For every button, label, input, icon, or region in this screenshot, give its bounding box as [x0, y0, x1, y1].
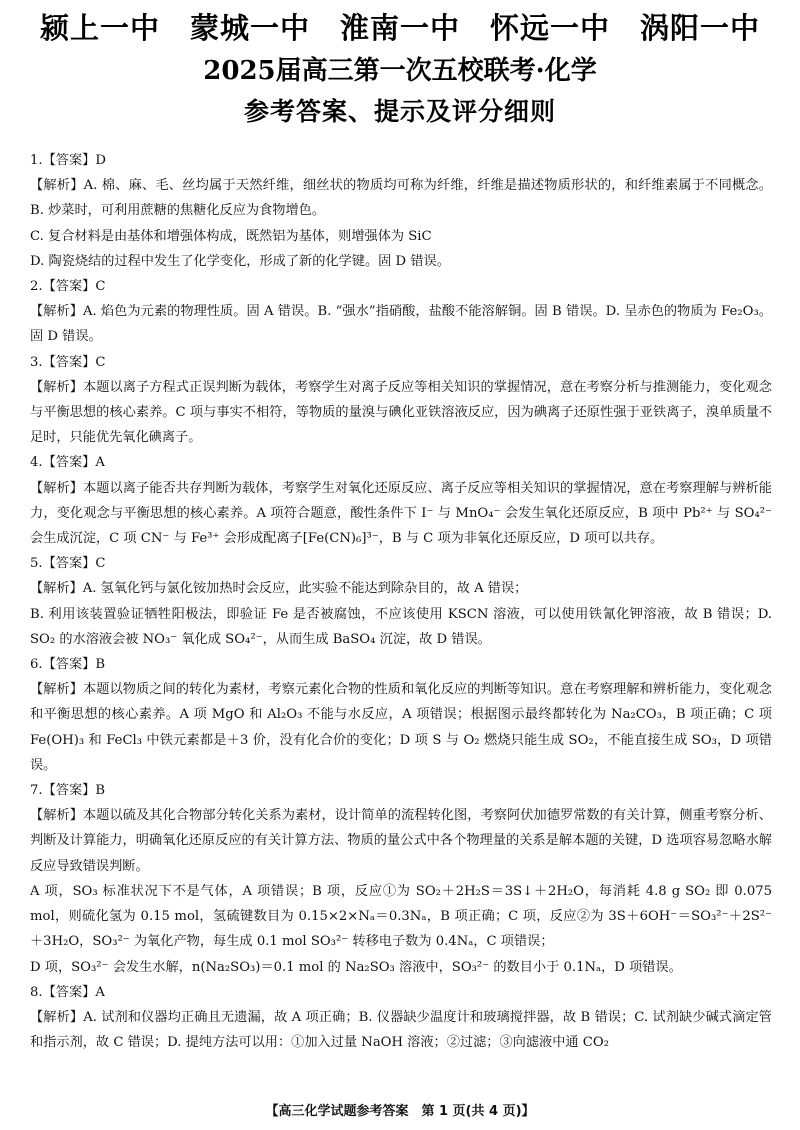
question-7	[30, 778, 772, 980]
answer-line: 7.【答案】B	[30, 783, 106, 799]
answer-line: 4.【答案】A	[30, 455, 105, 471]
answer-line: 3.【答案】C	[30, 354, 106, 370]
analysis-paragraph: D 项，SO₃²⁻ 会发生水解，n(Na₂SO₃)＝0.1 mol 的 Na₂SO₃ 溶液中，SO₃²⁻ 的数目小于 0.1Nₐ，D 项错误。	[30, 959, 682, 975]
school-names: 颍上一中 蒙城一中 淮南一中 怀远一中 涡阳一中	[39, 11, 760, 45]
question-6	[30, 652, 772, 778]
exam-title: 2025届高三第一次五校联考·化学	[203, 56, 597, 86]
analysis-paragraph: C. 复合材料是由基体和增强体构成，既然铝为基体，则增强体为 SiC	[30, 228, 432, 244]
answer-line: 8.【答案】A	[30, 984, 105, 1000]
answer-line: 1.【答案】D	[30, 153, 106, 168]
answer-line: 2.【答案】C	[30, 279, 106, 295]
analysis-paragraph: 【解析】本题以离子能否共存判断为载体，考察学生对氧化还原反应、离子反应等相关知识的掌握情况，意在考察理解与辨析能力，变化观念与平衡思想的核心素养。A 项符合题意，酸性条件下 I⁻ 与 MnO₄⁻ 会发生氧化还原反应，B 项中 Pb²⁺ 与 SO₄²⁻ 会生成沉淀，C 项 CN⁻ 与 Fe³⁺ 会形成配离子[Fe(CN)₆]³⁻，B 与 C 项为非氧化还原反应，D 项可以共存。	[30, 480, 772, 547]
question-3	[30, 350, 772, 451]
analysis-paragraph: 【解析】A. 试剂和仪器均正确且无遗漏，故 A 项正确；B. 仪器缺少温度计和玻璃搅拌器，故 B 错误；C. 试剂缺少碱式滴定管和指示剂，故 C 错误；D. 提纯方法可以用：①加入过量 NaOH 溶液；②过滤；③向滤液中通 CO₂	[30, 1009, 772, 1051]
analysis-paragraph: 【解析】A. 氢氧化钙与氯化铵加热时会反应，此实验不能达到除杂目的，故 A 错误；	[30, 581, 528, 597]
document-subtitle: 参考答案、提示及评分细则	[243, 97, 556, 126]
question-8	[30, 980, 772, 1056]
question-2	[30, 274, 772, 350]
answer-content	[30, 148, 772, 1055]
analysis-paragraph: 【解析】A. 棉、麻、毛、丝均属于天然纤维，细丝状的物质均可称为纤维，纤维是描述物质形状的，和纤维素属于不同概念。B. 炒菜时，可利用蔗糖的焦糖化反应为食物增色。	[30, 178, 772, 219]
question-1	[30, 148, 772, 274]
answer-line: 5.【答案】C	[30, 556, 106, 572]
analysis-paragraph: D. 陶瓷烧结的过程中发生了化学变化，形成了新的化学键。固 D 错误。	[30, 253, 450, 269]
page-footer: 【高三化学试题参考答案 第 1 页(共 4 页)】	[265, 1104, 535, 1119]
analysis-paragraph: A 项，SO₃ 标准状况下不是气体，A 项错误；B 项，反应①为 SO₂＋2H₂S＝3S↓＋2H₂O，每消耗 4.8 g SO₂ 即 0.075 mol，则硫化氢为 0.15 mol，氢硫键数目为 0.15×2×Nₐ＝0.3Nₐ，B 项正确；C 项，反应②为 3S＋6OH⁻＝SO₃²⁻＋2S²⁻＋3H₂O，SO₃²⁻ 为氧化产物，每生成 0.1 mol SO₃²⁻ 转移电子数为 0.4Nₐ，C 项错误；	[30, 883, 772, 950]
answer-line: 6.【答案】B	[30, 657, 106, 673]
analysis-paragraph: B. 利用该装置验证牺牲阳极法，即验证 Fe 是否被腐蚀，不应该使用 KSCN 溶液，可以使用铁氰化钾溶液，故 B 错误；D. SO₂ 的水溶液会被 NO₃⁻ 氧化成 SO₄²⁻，从而生成 BaSO₄ 沉淀，故 D 错误。	[30, 606, 772, 647]
analysis-paragraph: 【解析】本题以离子方程式正误判断为载体，考察学生对离子反应等相关知识的掌握情况，意在考察分析与推测能力，变化观念与平衡思想的核心素养。C 项与事实不相符，等物质的量溴与碘化亚铁溶液反应，因为碘离子还原性强于亚铁离子，溴单质量不足时，只能优先氧化碘离子。	[30, 379, 772, 446]
analysis-paragraph: 【解析】A. 焰色为元素的物理性质。固 A 错误。B. “强水”指硝酸，盐酸不能溶解铜。固 B 错误。D. 呈赤色的物质为 Fe₂O₃。固 D 错误。	[30, 304, 772, 345]
question-4	[30, 450, 772, 551]
analysis-paragraph: 【解析】本题以物质之间的转化为素材，考察元素化合物的性质和氧化反应的判断等知识。意在考察理解和辨析能力，变化观念和平衡思想的核心素养。A 项 MgO 和 Al₂O₃ 不能与水反应，A 项错误；根据图示最终都转化为 Na₂CO₃，B 项正确；C 项 Fe(OH)₃ 和 FeCl₃ 中铁元素都是＋3 价，没有化合价的变化；D 项 S 与 O₂ 燃烧只能生成 SO₂，不能直接生成 SO₃，D 项错误。	[30, 682, 772, 773]
analysis-paragraph: 【解析】本题以硫及其化合物部分转化关系为素材，设计简单的流程转化图，考察阿伏加德罗常数的有关计算，侧重考察分析、判断及计算能力，明确氧化还原反应的有关计算方法、物质的量公式中各个物理量的关系是解本题的关键，D 选项容易忽略水解反应导致错误判断。	[30, 808, 772, 874]
question-5	[30, 551, 772, 652]
